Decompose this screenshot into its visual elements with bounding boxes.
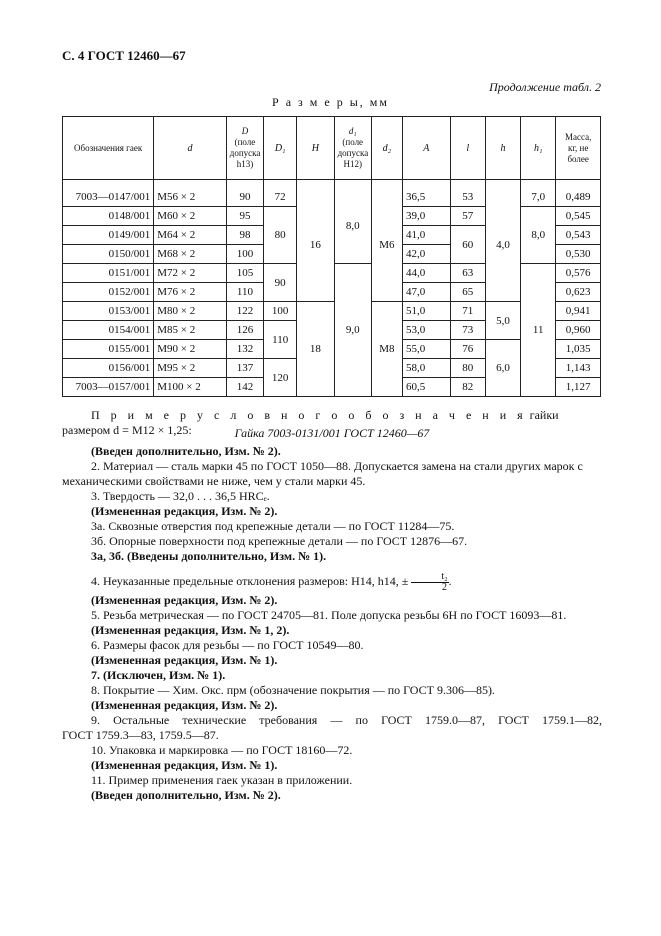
header-D1: D₁ xyxy=(264,117,297,180)
note-line: 3а, 3б. (Введены дополнительно, Изм. № 1). xyxy=(91,549,327,563)
dimensions-table xyxy=(62,116,601,397)
note-line: 10. Упаковка и маркировка — по ГОСТ 18160—72. xyxy=(91,742,353,757)
note-line: 9. Остальные технические требования — по ГОСТ 1759.0—87, ГОСТ 1759.1—82, xyxy=(91,712,602,727)
note-line: (Измененная редакция, Изм. № 1). xyxy=(91,652,278,667)
example-rest: гайки размером d = M12 × 1,25: xyxy=(62,408,559,437)
note-line: (Введен дополнительно, Изм. № 2). xyxy=(91,787,281,802)
note-line: 3а. Сквозные отверстия под крепежные детали — по ГОСТ 11284—75. xyxy=(91,519,455,533)
table-row: 0156/001 M95 × 2 137 120 58,0 80 1,143 xyxy=(63,359,601,378)
table-gap-row xyxy=(63,180,601,189)
note-line: 6. Размеры фасок для резьбы — по ГОСТ 10549—80. xyxy=(91,637,364,652)
table-row: 0150/001 M68 × 2 100 42,0 0,530 xyxy=(63,245,601,264)
example-formula: Гайка 7003-0131/001 ГОСТ 12460—67 xyxy=(234,426,430,440)
notes-section xyxy=(62,444,602,803)
table-row: 0152/001 M76 × 2 110 47,0 65 0,623 xyxy=(63,283,601,302)
note-line: (Измененная редакция, Изм. № 2). xyxy=(91,592,278,607)
header-A: A xyxy=(402,117,450,180)
header-d1: d₁ (поле допуска H12) xyxy=(334,117,371,180)
note-line-tolerance: 4. Неуказанные предельные отклонения размеров: H14, h14, ± $\frac{\text{t₂}}{2}$ . xyxy=(91,570,452,593)
table-row: 0155/001 M90 × 2 132 55,0 76 6,0 1,035 xyxy=(63,340,601,359)
note-line: (Введен дополнительно, Изм. № 2). xyxy=(91,444,281,458)
header-H: H xyxy=(297,117,334,180)
table-row: 7003—0157/001 M100 × 2 142 60,5 82 1,127 xyxy=(63,378,601,397)
note-line: 3б. Опорные поверхности под крепежные детали — по ГОСТ 12876—67. xyxy=(91,534,468,548)
note-line: ГОСТ 1759.3—83, 1759.5—87. xyxy=(62,727,219,742)
note-line: 2. Материал — сталь марки 45 по ГОСТ 1050—88. Допускается замена на стали других марок с механическими свойствами не ниже, чем у стали марки 45. xyxy=(62,459,583,488)
table-row: 0151/001 M72 × 2 105 90 9,0 44,0 63 11 0,576 xyxy=(63,264,601,283)
page-header: С. 4 ГОСТ 12460—67 xyxy=(62,48,186,63)
table-row: 7003—0147/001 M56 × 2 90 72 16 8,0 M6 36,5 53 4,0 7,0 0,489 xyxy=(63,188,601,207)
note-line: 11. Пример применения гаек указан в приложении. xyxy=(91,772,353,787)
header-h: h xyxy=(485,117,520,180)
header-l: l xyxy=(450,117,485,180)
header-designation: Обозначения гаек xyxy=(63,117,154,180)
header-h1: h₁ xyxy=(521,117,556,180)
sizes-caption: Р а з м е р ы, мм xyxy=(272,95,389,109)
table-row: 0154/001 M85 × 2 126 110 53,0 73 0,960 xyxy=(63,321,601,340)
note-line: (Измененная редакция, Изм. № 2). xyxy=(91,697,278,712)
header-D: D (поле допуска h13) xyxy=(226,117,263,180)
note-line: 3. Твердость — 32,0 . . . 36,5 HRCₑ. xyxy=(91,489,270,503)
table-row: 0148/001 M60 × 2 95 80 39,0 57 8,0 0,545 xyxy=(63,207,601,226)
table-row: 0149/001 M64 × 2 98 41,0 60 0,543 xyxy=(63,226,601,245)
header-d2: d₂ xyxy=(371,117,402,180)
header-mass: Масса, кг, не более xyxy=(556,117,601,180)
note-line: 5. Резьба метрическая — по ГОСТ 24705—81. Поле допуска резьбы 6H по ГОСТ 16093—81. xyxy=(91,607,567,622)
note-line: 7. (Исключен, Изм. № 1). xyxy=(91,667,226,682)
example-lead: П р и м е р у с л о в н о г о о б о з н а ч е н и я xyxy=(91,408,527,422)
fraction: $\frac{\text{t₂}}{2}$ xyxy=(411,572,448,593)
table-row: 0153/001 M80 × 2 122 100 18 M8 51,0 71 5,0 0,941 xyxy=(63,302,601,321)
header-d: d xyxy=(154,117,227,180)
note-line: 8. Покрытие — Хим. Окс. прм (обозначение покрытия — по ГОСТ 9.306—85). xyxy=(91,682,495,697)
note-line: (Измененная редакция, Изм. № 1, 2). xyxy=(91,622,290,637)
note-line: (Измененная редакция, Изм. № 1). xyxy=(91,757,278,772)
continuation-label: Продолжение табл. 2 xyxy=(489,80,601,94)
table-header-row xyxy=(63,117,601,180)
note-line: (Измененная редакция, Изм. № 2). xyxy=(91,504,278,518)
